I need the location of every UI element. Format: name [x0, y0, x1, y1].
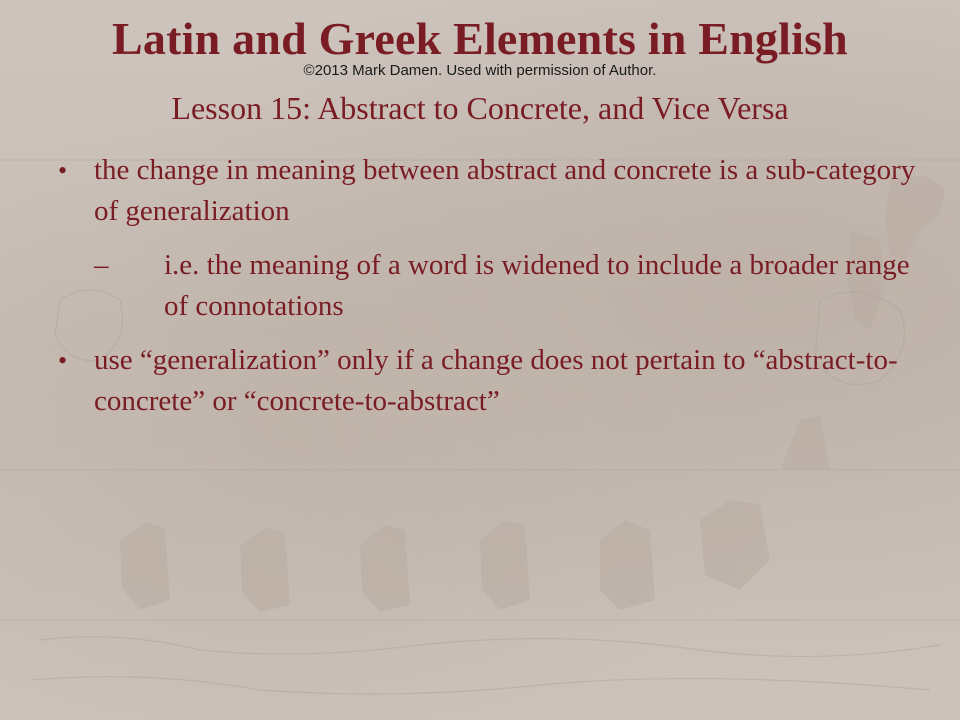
bullet-item [58, 340, 918, 422]
bullet-text: the change in meaning between abstract and concrete is a sub-category of generalization [94, 154, 916, 227]
sub-bullet-item [94, 245, 918, 327]
sub-bullet-text: i.e. the meaning of a word is widened to include a broader range of connotations [164, 249, 910, 322]
slide-title: Latin and Greek Elements in English [112, 13, 848, 64]
bullet-marker: • [58, 156, 68, 185]
sub-bullet-marker: – [94, 249, 109, 281]
lesson-subtitle: Lesson 15: Abstract to Concrete, and Vice Versa [171, 90, 789, 126]
bullet-list [58, 150, 918, 422]
bullet-text: use “generalization” only if a change does not pertain to “abstract-to-concrete” or “concrete-to-abstract” [94, 344, 898, 417]
bullet-marker: • [58, 346, 68, 375]
bullet-item [58, 150, 918, 232]
copyright-notice: ©2013 Mark Damen. Used with permission of Author. [303, 62, 657, 79]
